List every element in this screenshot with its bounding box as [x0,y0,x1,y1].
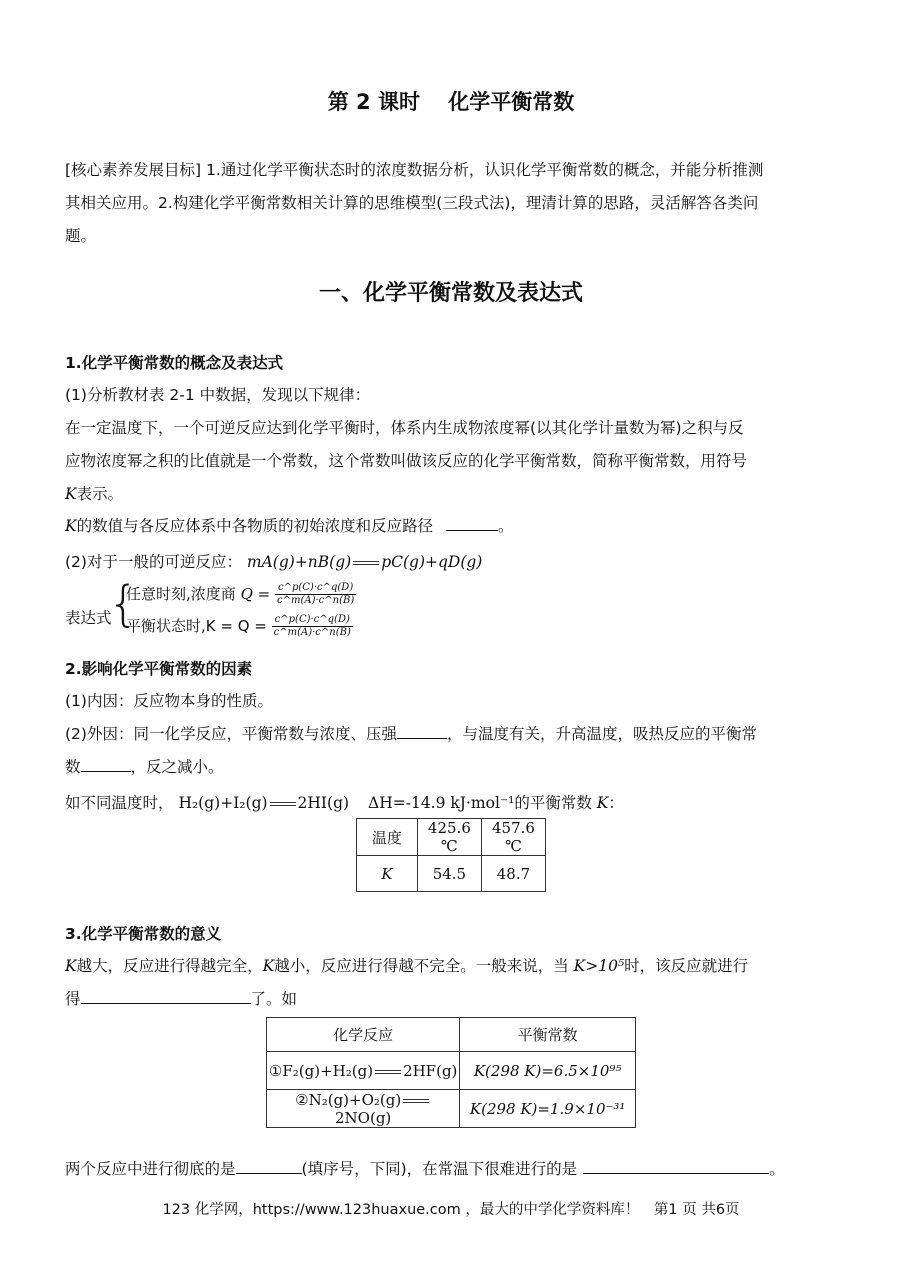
reaction-table [266,1017,636,1128]
s1-p1: (1)分析教材表 2-1 中数据，发现以下规律： [65,386,371,404]
fraction-numerator: c^p(C)·c^q(D) [275,582,356,595]
reaction-2-left: ②N₂(g)+O₂(g) [295,1090,402,1109]
goal-tag: [核心素养发展目标] [65,161,202,179]
reaction-2-right: 2NO(g) [335,1108,392,1127]
k-symbol: K [65,485,77,503]
s3-p1d: 越小，反应进行得越不完全。一般来说，当 [274,957,569,975]
s2-p2 [65,722,757,744]
s2-p3b: ，反之减小。 [130,758,224,776]
table-row [267,1090,460,1128]
fraction [272,614,353,639]
s1-p6 [65,550,482,572]
goal-line-1 [65,158,763,180]
s3-p2 [65,987,297,1009]
s3-q-a: 两个反应中进行彻底的是 [65,1160,236,1178]
s1-p4-text: 表示。 [76,485,124,503]
k-symbol: K [65,957,77,975]
s1-p4 [65,482,123,504]
goal-line-3: 题。 [65,227,97,245]
answer-blank[interactable] [236,1159,302,1174]
reaction-hi-left: H₂(g)+I₂(g) [178,794,268,812]
k-symbol: K [596,794,609,812]
fraction-numerator: c^p(C)·c^q(D) [272,614,353,627]
s2-p3a: 数 [65,758,81,776]
s2-p4 [65,791,624,813]
expression-1-text: 任意时刻,浓度商 [126,585,236,603]
table-header-cell: 温度 [357,819,418,856]
equilibrium-arrow-icon [353,559,379,567]
answer-blank[interactable] [583,1159,769,1174]
s3-question [65,1157,785,1179]
s3-p2a: 得 [65,990,81,1008]
s3-heading: 3.化学平衡常数的意义 [65,925,222,943]
s1-heading: 1.化学平衡常数的概念及表达式 [65,354,284,372]
s2-p3 [65,755,224,777]
s3-p2b: 了。如 [250,990,298,1008]
s3-q-b: (填序号，下同)，在常温下很难进行的是 [301,1160,578,1178]
brace-icon: { [108,576,139,632]
expression-label: 表达式 [65,609,112,627]
table-cell: K(298 K)=1.9×10⁻³¹ [460,1090,636,1128]
table-cell: K(298 K)=6.5×10⁹⁵ [460,1052,636,1090]
goal-line-2: 其相关应用。2.构建化学平衡常数相关计算的思维模型(三段式法)，理清计算的思路，灵活解答各类问 [65,194,759,212]
s2-p4b: 的平衡常数 [514,794,592,812]
table-header-cell: 425.6 ℃ [417,819,481,856]
expression-2-text: 平衡状态时,K = Q = [126,617,267,635]
s2-heading: 2.影响化学平衡常数的因素 [65,660,253,678]
page-footer: 123 化学网，https://www.123huaxue.com ，最大的中学化学资料库！ 第1 页 共6页 [162,1202,740,1218]
s1-p6-text: (2)对于一般的可逆反应： [65,553,242,571]
fraction [275,582,356,607]
answer-blank[interactable] [81,989,251,1004]
section-heading-1: 一、化学平衡常数及表达式 [318,281,583,306]
table-cell: 48.7 [481,856,545,892]
page-title: 第 2 课时 化学平衡常数 [327,90,575,114]
fraction-denominator: c^m(A)·c^n(B) [273,627,351,638]
reaction-left: mA(g)+nB(g) [246,553,352,571]
equilibrium-arrow-icon [403,1097,429,1105]
s1-p5-end: 。 [498,517,514,535]
s1-p2: 在一定温度下，一个可逆反应达到化学平衡时，体系内生成物浓度幂(以其化学计量数为幂)之积与反 [65,419,744,437]
table-row [267,1052,460,1090]
s2-p1: (1)内因：反应物本身的性质。 [65,692,273,710]
s3-p1f: 时，该反应就进行 [624,957,749,975]
s3-q-c: 。 [769,1160,785,1178]
table-header-cell: 化学反应 [267,1018,460,1052]
s2-p2a: (2)外因：同一化学反应，平衡常数与浓度、压强 [65,725,397,743]
answer-blank[interactable] [397,724,447,739]
s2-p4a: 如不同温度时， [65,794,174,812]
reaction-1-left: ①F₂(g)+H₂(g) [268,1061,374,1080]
fraction-denominator: c^m(A)·c^n(B) [276,595,355,606]
expression-2 [126,614,353,639]
equilibrium-arrow-icon [270,800,296,808]
answer-blank[interactable] [446,516,498,531]
goal-text-1: 1.通过化学平衡状态时的浓度数据分析，认识化学平衡常数的概念，并能分析推测 [206,161,764,179]
q-symbol: Q = [240,585,271,603]
table-cell: K [357,856,418,892]
s1-p3: 应物浓度幂之积的比值就是一个常数，这个常数叫做该反应的化学平衡常数，简称平衡常数，用符号 [65,452,748,470]
reaction-hi-right: 2HI(g) [297,794,350,812]
reaction-right: pC(g)+qD(g) [381,553,483,571]
equilibrium-arrow-icon [375,1068,401,1076]
table-cell: 54.5 [417,856,481,892]
temperature-table [356,818,546,892]
s2-p2b: ，与温度有关，升高温度，吸热反应的平衡常 [446,725,757,743]
answer-blank[interactable] [81,757,131,772]
k-threshold: K>10⁵ [573,957,625,975]
s1-p5 [65,514,514,536]
k-symbol: K [65,517,77,535]
k-symbol: K [262,957,275,975]
table-header-cell: 平衡常数 [460,1018,636,1052]
s3-p1b: 越大，反应进行得越完全， [76,957,263,975]
table-header-cell: 457.6 ℃ [481,819,545,856]
reaction-1-right: 2HF(g) [403,1061,458,1080]
enthalpy: ΔH=-14.9 kJ·mol⁻¹ [368,794,515,812]
s3-p1 [65,954,748,976]
expression-1 [126,582,356,607]
s2-p4c: ： [608,794,624,812]
s1-p5-text: 的数值与各反应体系中各物质的初始浓度和反应路径 [76,517,434,535]
